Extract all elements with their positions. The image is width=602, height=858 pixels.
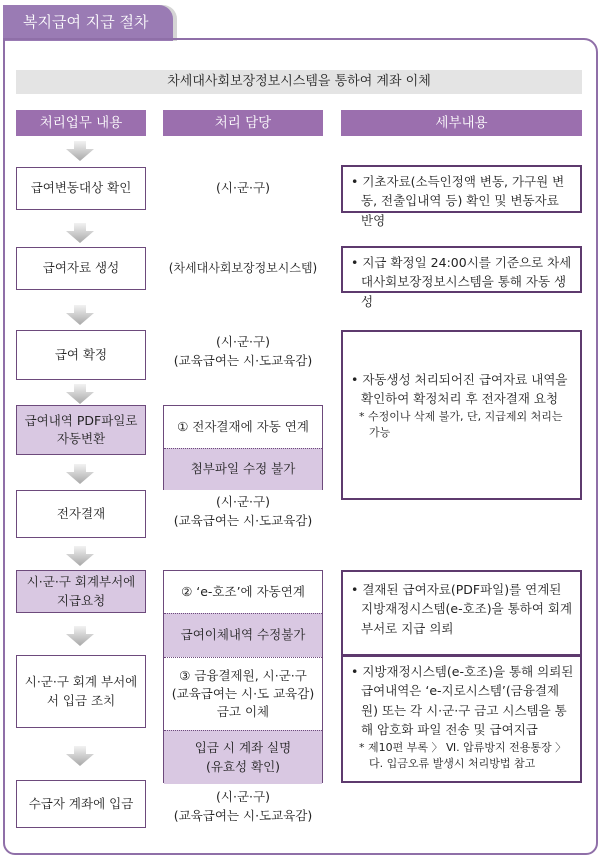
step-box: 급여내역 PDF파일로 자동변환 — [16, 405, 146, 455]
detail-box — [341, 246, 582, 309]
down-arrow-icon — [66, 464, 94, 484]
detail-note: * 제10편 부록 〉 Ⅵ. 압류방지 전용통장 〉 다. 입금오류 발생시 처리방법 참고 — [359, 740, 567, 770]
detail-box — [341, 165, 582, 228]
link-line: 금고 이체 — [216, 704, 270, 720]
link-text — [164, 657, 322, 730]
owner-line: (교육급여는 시·도교육감) — [173, 513, 313, 529]
owner-text — [163, 787, 323, 826]
detail-text: • 지방재정시스템(e-호조)을 통해 의뢰된 급여내역은 ‘e-지로시스템’(금융결제원) 또는 각 시·군·구 금고 시스템을 통해 암호화 파일 전송 및 급여지급 — [351, 664, 574, 738]
down-arrow-icon — [66, 223, 94, 243]
link-note: 첨부파일 수정 불가 — [164, 448, 322, 490]
step-box: 급여 확정 — [16, 330, 146, 380]
step-box: 시·군·구 회계부서에 지급요청 — [16, 570, 146, 613]
step-box: 급여자료 생성 — [16, 247, 146, 290]
link-line: (교육급여는 시·도 교육감) — [171, 685, 315, 701]
link-box — [163, 405, 323, 490]
link-box — [163, 570, 323, 783]
detail-box — [341, 330, 582, 500]
step-box: 전자결재 — [16, 490, 146, 538]
down-arrow-icon — [66, 746, 94, 766]
link-line: (유효성 확인) — [205, 758, 281, 774]
header-process: 처리업무 내용 — [16, 110, 146, 136]
owner-line: (시·군·구) — [216, 789, 270, 804]
detail-box — [341, 655, 582, 783]
link-note: 급여이체내역 수정불가 — [164, 613, 322, 657]
detail-text: • 지급 확정일 24:00시를 기준으로 차세대사회보장정보시스템을 통해 자동 생성 — [351, 255, 572, 309]
owner-line: (교육급여는 시·도교육감) — [173, 808, 313, 824]
link-line: ③ 금융결제원, 시·군·구 — [179, 667, 307, 683]
down-arrow-icon — [66, 305, 94, 325]
link-line: 입금 시 계좌 실명 — [194, 740, 292, 756]
owner-line: (교육급여는 시·도교육감) — [173, 353, 313, 369]
banner: 차세대사회보장정보시스템을 통하여 계좌 이체 — [16, 70, 582, 94]
link-text: ① 전자결재에 자동 연계 — [177, 418, 309, 434]
step-box: 수급자 계좌에 입금 — [16, 780, 146, 828]
section-tab-title: 복지급여 지급 절차 — [3, 5, 173, 41]
detail-text: • 자동생성 처리되어진 급여자료 내역을 확인하여 확정처리 후 전자결재 요청 — [351, 372, 568, 407]
link-note — [164, 730, 322, 784]
owner-text — [163, 492, 323, 531]
down-arrow-icon — [66, 141, 94, 161]
owner-text: (시·군·구) — [216, 180, 270, 195]
owner-line: (시·군·구) — [216, 334, 270, 349]
header-detail: 세부내용 — [341, 110, 582, 136]
down-arrow-icon — [66, 546, 94, 566]
link-text: ② ‘e-호조’에 자동연계 — [181, 583, 305, 599]
down-arrow-icon — [66, 626, 94, 646]
detail-text: • 기초자료(소득인정액 변동, 가구원 변동, 전출입내역 등) 확인 및 변동자료 반영 — [351, 174, 565, 228]
step-box: 시·군·구 회계 부서에서 입금 조치 — [16, 655, 146, 728]
owner-text: (차세대사회보장정보시스템) — [168, 261, 318, 275]
step-box: 급여변동대상 확인 — [16, 167, 146, 210]
detail-box — [341, 570, 582, 656]
owner-line: (시·군·구) — [216, 494, 270, 509]
detail-note: * 수정이나 삭제 불가, 단, 지급제외 처리는 가능 — [359, 409, 563, 440]
detail-text: • 결재된 급여자료(PDF파일)를 연계된 지방재정시스템(e-호조)을 통하여 회계부서로 지급 의뢰 — [351, 582, 573, 636]
header-owner: 처리 담당 — [163, 110, 323, 136]
down-arrow-icon — [66, 384, 94, 404]
owner-text — [163, 332, 323, 371]
